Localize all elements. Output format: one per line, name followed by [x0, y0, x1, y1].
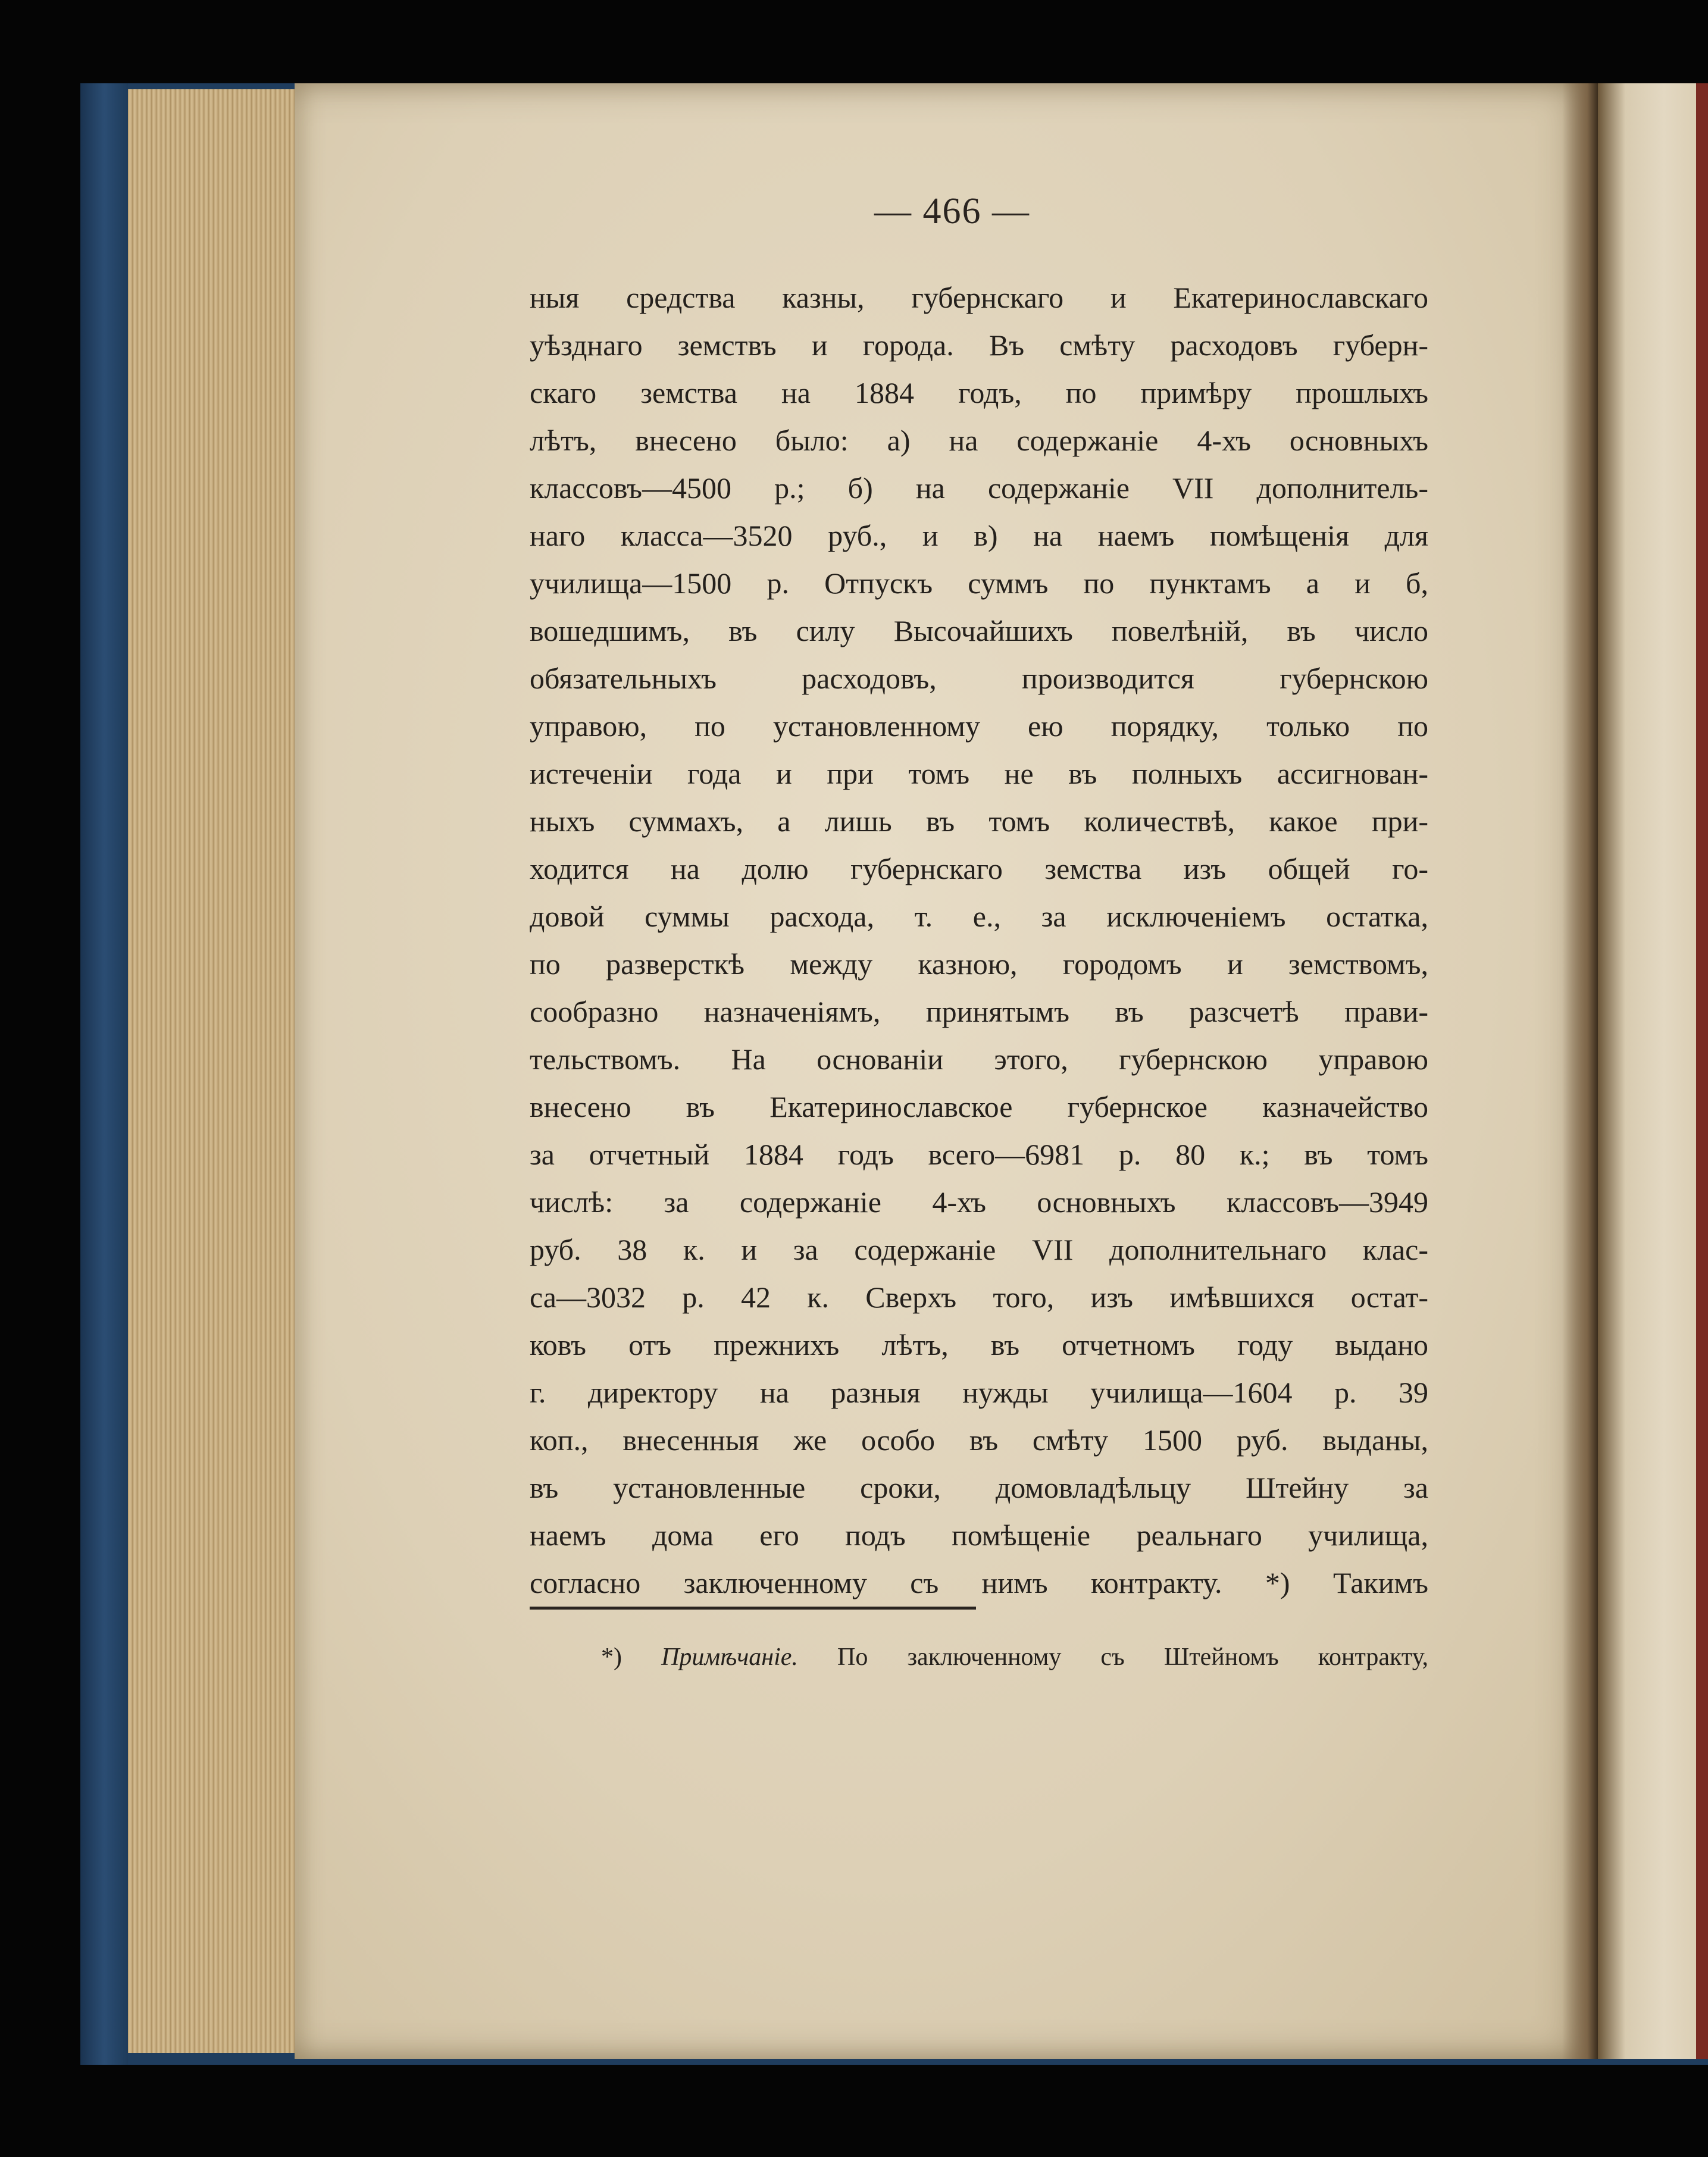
- text-line: г. директору на разныя нужды училища—1604 р. 39: [530, 1376, 1428, 1409]
- page-edges: [128, 89, 295, 2053]
- text-line: ныхъ суммахъ, а лишь въ томъ количествѣ, какое при-: [530, 804, 1428, 838]
- footnote-label: Примѣчаніе.: [661, 1643, 798, 1671]
- text-line: ныя средства казны, губернскаго и Екатеринославскаго: [530, 281, 1428, 314]
- text-line: ходится на долю губернскаго земства изъ общей го-: [530, 852, 1428, 885]
- facing-page-edge: [1598, 83, 1708, 2059]
- text-line: руб. 38 к. и за содержаніе VII дополнительнаго клас-: [530, 1233, 1428, 1266]
- text-line: за отчетный 1884 годъ всего—6981 р. 80 к.; въ томъ: [530, 1138, 1428, 1171]
- text-line: скаго земства на 1884 годъ, по примѣру прошлыхъ: [530, 376, 1428, 409]
- text-line: тельствомъ. На основаніи этого, губернскою управою: [530, 1043, 1428, 1076]
- text-line: уѣзднаго земствъ и города. Въ смѣту расходовъ губерн-: [530, 328, 1428, 362]
- text-line: лѣтъ, внесено было: а) на содержаніе 4-хъ основныхъ: [530, 424, 1428, 457]
- footnote: [601, 1633, 1428, 1681]
- text-line: обязательныхъ расходовъ, производится губернскою: [530, 662, 1428, 695]
- cover-spine: [80, 83, 128, 2065]
- text-line: ковъ отъ прежнихъ лѣтъ, въ отчетномъ году выдано: [530, 1328, 1428, 1361]
- text-line: истеченіи года и при томъ не въ полныхъ ассигнован-: [530, 757, 1428, 790]
- page-gutter: [1562, 83, 1598, 2059]
- text-line: довой суммы расхода, т. е., за исключеніемъ остатка,: [530, 900, 1428, 933]
- text-line: училища—1500 р. Отпускъ суммъ по пунктамъ а и б,: [530, 566, 1428, 600]
- text-line: наемъ дома его подъ помѣщеніе реальнаго училища,: [530, 1519, 1428, 1552]
- footnote-marker: *): [601, 1643, 622, 1671]
- page-number: — 466 —: [874, 191, 1030, 231]
- text-line: коп., внесенныя же особо въ смѣту 1500 руб. выданы,: [530, 1423, 1428, 1457]
- footnote-text: По заключенному съ Штейномъ контракту,: [837, 1643, 1428, 1671]
- text-line: внесено въ Екатеринославское губернское казначейство: [530, 1090, 1428, 1123]
- text-line: согласно заключенному съ нимъ контракту. *) Такимъ: [530, 1566, 1428, 1599]
- text-line: числѣ: за содержаніе 4-хъ основныхъ классовъ—3949: [530, 1185, 1428, 1219]
- text-line: по разверсткѣ между казною, городомъ и земствомъ,: [530, 947, 1428, 981]
- text-line: классовъ—4500 р.; б) на содержаніе VII дополнитель-: [530, 471, 1428, 505]
- text-line: управою, по установленному ею порядку, только по: [530, 709, 1428, 743]
- text-line: са—3032 р. 42 к. Сверхъ того, изъ имѣвшихся остат-: [530, 1281, 1428, 1314]
- text-line: въ установленные сроки, домовладѣльцу Штейну за: [530, 1471, 1428, 1504]
- text-line: вошедшимъ, въ силу Высочайшихъ повелѣній, въ число: [530, 614, 1428, 647]
- text-line: наго класса—3520 руб., и в) на наемъ помѣщенія для: [530, 519, 1428, 552]
- body-text: [530, 274, 1428, 1607]
- red-page-edge: [1696, 83, 1708, 2059]
- text-line: сообразно назначеніямъ, принятымъ въ разсчетѣ прави-: [530, 995, 1428, 1028]
- footnote-rule: [530, 1607, 976, 1610]
